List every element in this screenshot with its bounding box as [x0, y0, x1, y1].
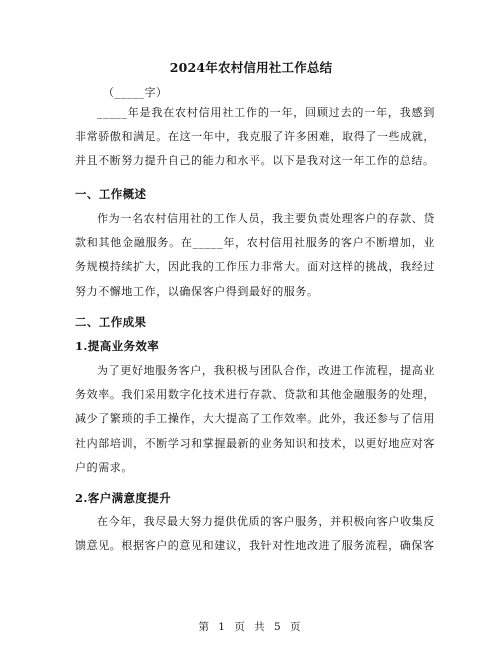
efficiency-paragraph: 为了更好地服务客户，我积极与团队合作，改进工作流程，提高业务效率。我们采用数字化技术进行存款、贷款和其他金融服务的处理，减少了繁琐的手工操作，大大提高了工作效率。此外，我还参与了信用社内部培训，不断学习和掌握最新的业务知识和技术，以更好地应对客户的需求。 [75, 364, 435, 474]
document-title: 2024年农村信用社工作总结 [169, 60, 333, 75]
word-count-note: （_____字） [103, 86, 168, 99]
section-heading-results: 二、工作成果 [75, 315, 147, 329]
section-heading-overview: 一、工作概述 [75, 187, 147, 201]
page-number-footer: 第 1 页 共 5 页 [198, 621, 304, 633]
intro-paragraph: _____年是我在农村信用社工作的一年，回顾过去的一年，我感到非常骄傲和满足。在这一年中，我克服了许多困难，取得了一些成就，并且不断努力提升自己的能力和水平。以下是我对这一年工作的总结。 [75, 106, 435, 168]
satisfaction-paragraph: 在今年，我尽最大努力提供优质的客户服务，并积极向客户收集反馈意见。根据客户的意见和建议，我针对性地改进了服务流程，确保客 [75, 515, 435, 553]
subsection-heading-efficiency: 1.提高业务效率 [75, 339, 160, 353]
subsection-heading-satisfaction: 2.客户满意度提升 [75, 491, 172, 505]
overview-paragraph: 作为一名农村信用社的工作人员，我主要负责处理客户的存款、贷款和其他金融服务。在_____年，农村信用社服务的客户不断增加，业务规模持续扩大，因此我的工作压力非常大。面对这样的挑战，我经过努力不懈地工作，以确保客户得到最好的服务。 [75, 212, 435, 298]
